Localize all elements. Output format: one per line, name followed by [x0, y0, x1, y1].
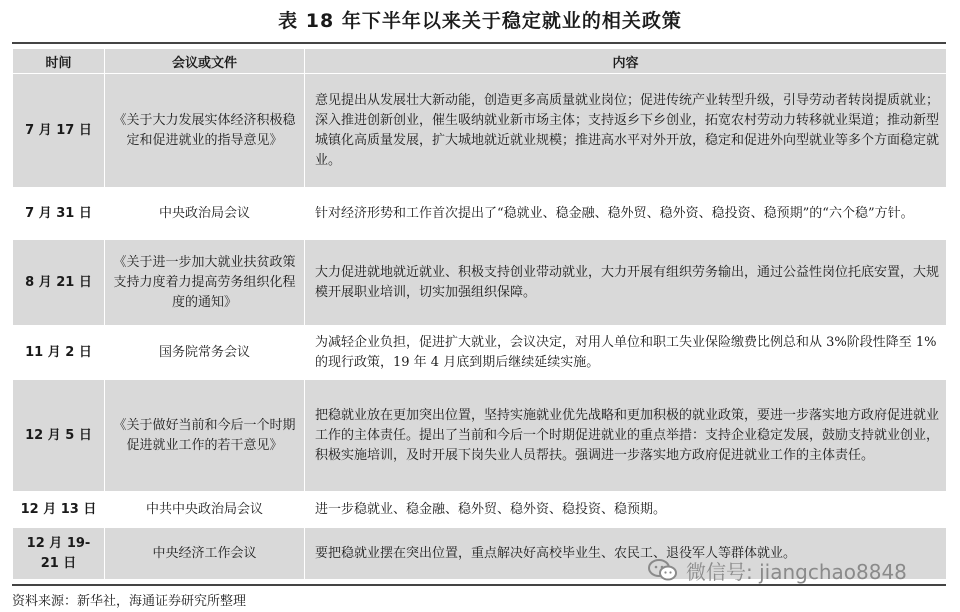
policy-table [12, 48, 947, 580]
title-divider [12, 42, 946, 44]
table-row [13, 188, 947, 240]
table-row [13, 74, 947, 188]
table-row [13, 492, 947, 528]
table-row [13, 240, 947, 326]
row-content: 要把稳就业摆在突出位置，重点解决好高校毕业生、农民工、退役军人等群体就业。 [305, 528, 947, 580]
row-content: 进一步稳就业、稳金融、稳外贸、稳外资、稳投资、稳预期。 [305, 492, 947, 528]
watermark-text: 微信号: jiangchao8848 [686, 559, 907, 584]
watermark [648, 556, 948, 584]
header-doc: 会议或文件 [105, 49, 305, 74]
row-time: 7 月 17 日 [13, 74, 105, 188]
header-time: 时间 [13, 49, 105, 74]
row-doc: 中央政治局会议 [105, 188, 305, 240]
row-doc: 中共中央政治局会议 [105, 492, 305, 528]
table-row [13, 326, 947, 380]
row-content: 为减轻企业负担，促进扩大就业，会议决定，对用人单位和职工失业保险缴费比例总和从 3%阶段性降至 1%的现行政策，19 年 4 月底到期后继续延续实施。 [305, 326, 947, 380]
row-time: 12 月 13 日 [13, 492, 105, 528]
table-row [13, 380, 947, 492]
header-content: 内容 [305, 49, 947, 74]
row-time: 8 月 21 日 [13, 240, 105, 326]
row-time: 12 月 19-21 日 [13, 528, 105, 580]
row-time: 11 月 2 日 [13, 326, 105, 380]
row-time: 7 月 31 日 [13, 188, 105, 240]
row-time: 12 月 5 日 [13, 380, 105, 492]
row-doc: 《关于进一步加大就业扶贫政策支持力度着力提高劳务组织化程度的通知》 [105, 240, 305, 326]
row-content: 意见提出从发展壮大新动能，创造更多高质量就业岗位；促进传统产业转型升级，引导劳动者转岗提质就业；深入推进创新创业，催生吸纳就业新市场主体；支持返乡下乡创业，拓宽农村劳动力转移就业渠道；推动新型城镇化高质量发展，扩大城地就近就业规模；推进高水平对外开放，稳定和促进外向型就业等多个方面稳定就业。 [305, 74, 947, 188]
row-doc: 国务院常务会议 [105, 326, 305, 380]
row-content: 大力促进就地就近就业、积极支持创业带动就业，大力开展有组织劳务输出，通过公益性岗位托底安置，大规模开展职业培训，切实加强组织保障。 [305, 240, 947, 326]
table-title: 表 18 年下半年以来关于稳定就业的相关政策 [278, 10, 682, 32]
row-doc: 《关于大力发展实体经济积极稳定和促进就业的指导意见》 [105, 74, 305, 188]
wechat-icon [648, 558, 678, 582]
row-doc: 《关于做好当前和今后一个时期促进就业工作的若干意见》 [105, 380, 305, 492]
row-content: 针对经济形势和工作首次提出了“稳就业、稳金融、稳外贸、稳外资、稳投资、稳预期”的“六个稳”方针。 [305, 188, 947, 240]
source-note: 资料来源：新华社，海通证券研究所整理 [12, 594, 247, 609]
row-content: 把稳就业放在更加突出位置，坚持实施就业优先战略和更加积极的就业政策，要进一步落实地方政府促进就业工作的主体责任。提出了当前和今后一个时期促进就业的重点举措：支持企业稳定发展，鼓励支持就业创业，积极实施培训，及时开展下岗失业人员帮扶。强调进一步落实地方政府促进就业工作的主体责任。 [305, 380, 947, 492]
row-doc: 中央经济工作会议 [105, 528, 305, 580]
